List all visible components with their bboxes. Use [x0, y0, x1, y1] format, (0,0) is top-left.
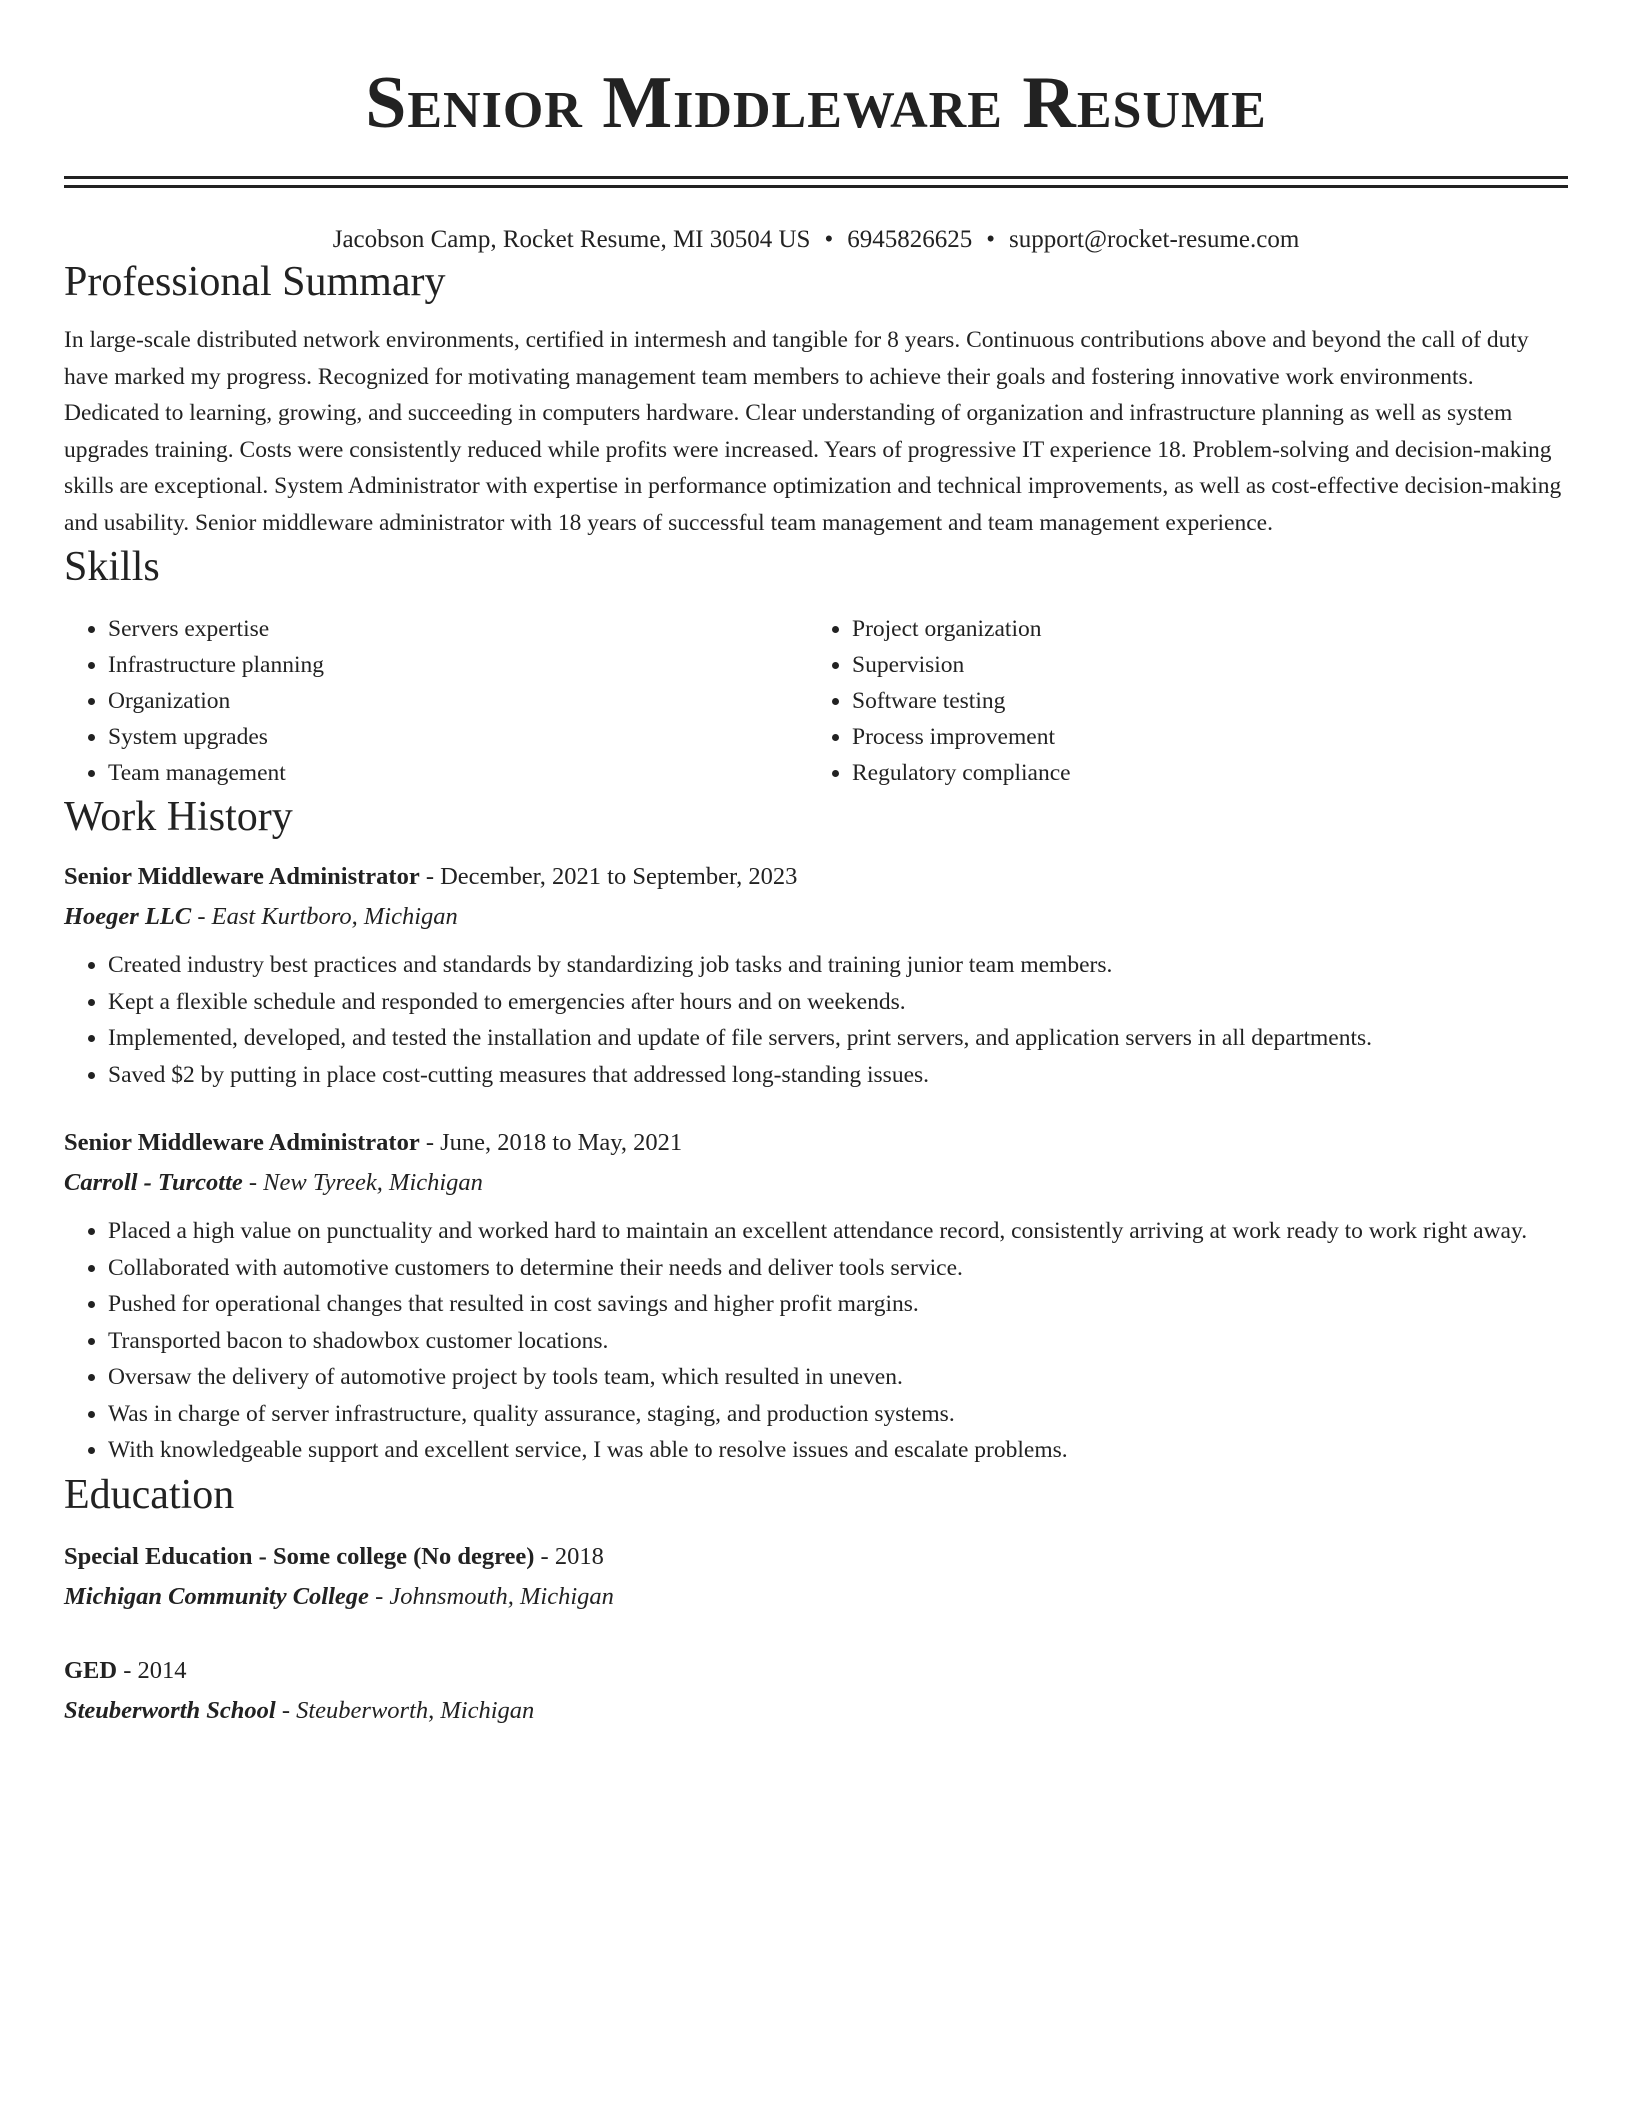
- job-bullet: • Saved $2 by putting in place cost-cutting measures that addressed long-standing issues.: [108, 1057, 1568, 1094]
- job-title-line: [64, 857, 1568, 897]
- job-dates: - December, 2021 to September, 2023: [419, 863, 798, 890]
- skills-column-right: [808, 611, 1552, 791]
- contact-address: Jacobson Camp, Rocket Resume, MI 30504 US: [332, 226, 811, 253]
- school-line: [64, 1691, 1568, 1731]
- contact-separator: •: [986, 226, 995, 253]
- skill-item: • System upgrades: [108, 719, 808, 755]
- job-bullet: • Implemented, developed, and tested the installation and update of file servers, print servers, and application servers in all departments.: [108, 1020, 1568, 1057]
- degree-line: [64, 1537, 1568, 1577]
- work-history-heading: Work History: [64, 794, 293, 840]
- job-bullet: • With knowledgeable support and excellent service, I was able to resolve issues and escalate problems.: [108, 1432, 1568, 1469]
- contact-separator: •: [824, 226, 834, 253]
- company-name: Carroll - Turcotte: [64, 1169, 243, 1196]
- school-line: [64, 1577, 1568, 1617]
- job-title-line: [64, 1123, 1568, 1163]
- contact-email: support@rocket-resume.com: [1008, 226, 1300, 253]
- company-name: Hoeger LLC: [64, 903, 192, 930]
- skill-item: • Software testing: [852, 683, 1552, 719]
- school-location: - Johnsmouth, Michigan: [368, 1582, 614, 1610]
- school-location: - Steuberworth, Michigan: [275, 1696, 535, 1724]
- header-divider-top: [64, 176, 1568, 179]
- job-entry: [64, 1123, 1568, 1469]
- job-bullet: • Placed a high value on punctuality and worked hard to maintain an excellent attendance record, consistently arriving at work ready to work right away.: [108, 1213, 1568, 1250]
- company-line: [64, 897, 1568, 937]
- job-bullet: • Collaborated with automotive customers to determine their needs and deliver tools service.: [108, 1250, 1568, 1287]
- job-bullet: • Transported bacon to shadowbox customer locations.: [108, 1323, 1568, 1360]
- job-title: Senior Middleware Administrator: [64, 1129, 420, 1156]
- job-entry: [64, 857, 1568, 1093]
- education-heading: Education: [64, 1471, 235, 1518]
- job-bullet: • Pushed for operational changes that resulted in cost savings and higher profit margins.: [108, 1286, 1568, 1323]
- skill-item: • Infrastructure planning: [108, 647, 808, 683]
- company-location: - East Kurtboro, Michigan: [191, 903, 458, 930]
- skill-item: • Supervision: [852, 647, 1552, 683]
- job-bullet: • Kept a flexible schedule and responded to emergencies after hours and on weekends.: [108, 984, 1568, 1021]
- skill-item: • Organization: [108, 683, 808, 719]
- skill-item: • Process improvement: [852, 719, 1552, 755]
- degree: Special Education - Some college (No degree): [64, 1542, 535, 1570]
- skills-heading: Skills: [64, 544, 160, 590]
- company-location: - New Tyreek, Michigan: [242, 1169, 483, 1196]
- job-dates: - June, 2018 to May, 2021: [419, 1129, 683, 1156]
- job-bullet: • Was in charge of server infrastructure, quality assurance, staging, and production systems.: [108, 1396, 1568, 1433]
- education-entry: [64, 1651, 1568, 1731]
- job-bullets: [64, 947, 1568, 1093]
- resume-title: Senior Middleware Resume: [365, 62, 1267, 144]
- job-bullets: [64, 1213, 1568, 1469]
- skills-column-left: [64, 611, 808, 791]
- degree-year: - 2018: [534, 1542, 604, 1570]
- company-line: [64, 1163, 1568, 1203]
- summary-heading: Professional Summary: [64, 259, 446, 305]
- degree-line: [64, 1651, 1568, 1691]
- school-name: Steuberworth School: [64, 1696, 276, 1724]
- skills-list: [64, 611, 1568, 791]
- degree: GED: [64, 1656, 118, 1684]
- school-name: Michigan Community College: [64, 1582, 369, 1610]
- degree-year: - 2014: [117, 1656, 187, 1684]
- job-title: Senior Middleware Administrator: [64, 863, 420, 890]
- education-entry: [64, 1537, 1568, 1617]
- skill-item: • Team management: [108, 755, 808, 791]
- summary-text: In large-scale distributed network environments, certified in intermesh and tangible for 8 years. Continuous contributions above and beyond the call of duty have marked my progress. Recognized for motivating management team members to achieve their goals and fostering innovative work environments. Dedicated to learning, growing, and succeeding in computers hardware. Clear understanding of organization and infrastructure planning as well as system upgrades training. Costs were consistently reduced while profits were increased. Years of progressive IT experience 18. Problem-solving and decision-making skills are exceptional. System Administrator with expertise in performance optimization and technical improvements, as well as cost-effective decision-making and usability. Senior middleware administrator with 18 years of successful team management and team management experience.: [64, 327, 1562, 536]
- skill-item: • Project organization: [852, 611, 1552, 647]
- contact-phone: 6945826625: [847, 226, 973, 253]
- job-bullet: • Created industry best practices and standards by standardizing job tasks and training junior team members.: [108, 947, 1568, 984]
- skill-item: • Servers expertise: [108, 611, 808, 647]
- skill-item: • Regulatory compliance: [852, 755, 1552, 791]
- header-divider-bottom: [64, 185, 1568, 188]
- job-bullet: • Oversaw the delivery of automotive project by tools team, which resulted in uneven.: [108, 1359, 1568, 1396]
- contact-line: [64, 224, 1568, 256]
